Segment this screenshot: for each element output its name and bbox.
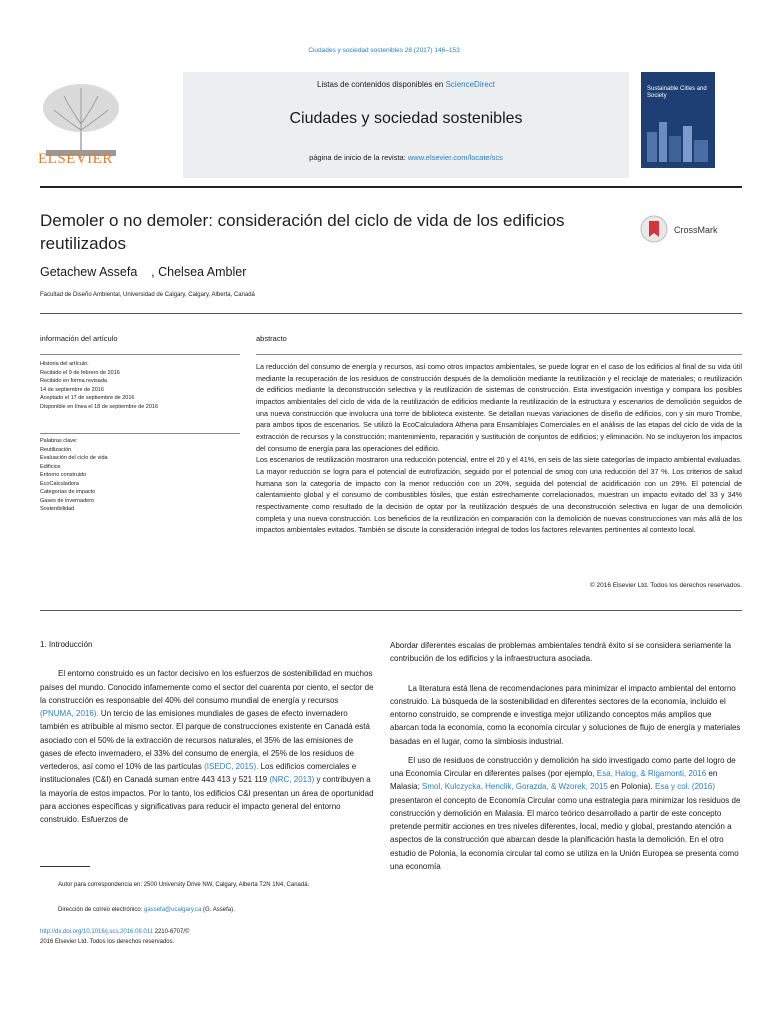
text-run: El uso de residuos de construcción y demolición ha sido investigado como parte del logro de una Economía Circular en diferentes países (por ejemplo, <box>390 755 736 779</box>
keyword: Reutilización <box>40 446 72 453</box>
journal-name: Ciudades y sociedad sostenibles <box>289 110 523 127</box>
keywords-list <box>40 437 240 514</box>
reference-link[interactable]: (NRC, 2013) <box>269 775 315 785</box>
homepage-prefix: página de inicio de la revista: <box>309 153 408 162</box>
author-affiliation: Facultad de Diseño Ambiental, Universidad de Calgary, Calgary, Alberta, Canadá <box>40 292 255 298</box>
history-item: Disponible en línea el 18 de septiembre de 2016 <box>40 403 159 410</box>
abstract-copyright: © 2016 Elsevier Ltd. Todos los derechos reservados. <box>589 582 742 589</box>
journal-cover-thumbnail[interactable] <box>641 72 715 168</box>
email-suffix: (G. Assefa). <box>201 907 235 913</box>
crossmark-badge[interactable] <box>640 215 740 245</box>
text-run: Los edificios comerciales e institucionales (C&I) en Canadá suman entre 443 413 y 521 119 <box>40 762 357 785</box>
article-title: Demoler o no demoler: consideración del ciclo de vida de los edificios reutilizados <box>40 211 565 253</box>
email-note <box>58 907 378 913</box>
abstract-body <box>256 361 742 536</box>
publisher-wordmark: ELSEVIER <box>38 151 113 167</box>
journal-citation[interactable]: Ciudades y sociedad sostenibles 28 (2017) 146–153 <box>308 47 460 54</box>
body-paragraph: Abordar diferentes escalas de problemas ambientales tendrá éxito si se considera seriamente la contribución de los edificios y la infraestructura asociada. <box>390 641 732 664</box>
contents-line <box>183 80 629 89</box>
keyword: Evaluación del ciclo de vida <box>40 455 108 462</box>
body-right-column <box>390 639 742 873</box>
text-run: en Polonia). <box>607 782 656 792</box>
abstract-paragraph: Los escenarios de reutilización mostraron una reducción potencial, entre el 20 y el 41%, en seis de las siete categorías de impacto ambiental evaluadas. La mayor reducción se logra para el potencial de eutrofización, seguido por el potencial de smog con una reducción del 37 %. Los criterios de salud humana son la categoría de impacto con la menor reducción con un 20%, seguida del potencial de acidificación con un 29%. El potencial de calentamiento global y el consumo de combustibles fósiles, que están estrechamente correlacionados, muestran un impacto evitado del 33 y 34% respectivamente como resultado de la decisión de optar por la reutilización después de una deconstrucción selectiva en lugar de una demolición completa y una nueva construcción. Los beneficios de la reutilización en comparación con la demolición de nuevas construcciones van más allá de los impactos ambientales evitados. También se discute la consideración integral de todos los factores relevantes pertinentes al contexto local. <box>256 455 742 535</box>
doi-line <box>40 929 380 935</box>
history-item: Recibido en forma revisada <box>40 378 107 385</box>
section-heading: 1. Introducción <box>40 640 93 649</box>
article-info-heading: información del artículo <box>40 334 118 343</box>
header-rule <box>40 186 742 188</box>
article-history <box>40 360 240 411</box>
sciencedirect-link[interactable]: ScienceDirect <box>445 80 495 89</box>
abstract-paragraph: La reducción del consumo de energía y recursos, así como otros impactos ambientales, se puede lograr en el caso de los edificios al final de su vida útil mediante la recuperación de los residuos de construcción después de la demolición mediante la reutilización y el reciclaje de materiales; o reutilización de edificios mediante la deconstrucción selectiva y la reutilización de sistemas de construcción. Esta investigación investiga y compara los posibles impactos ambientales del ciclo de vida de la reutilización de edificios mediante la reutilización de la estructura y escenarios de demolición seguidos de una nueva construcción que involucra una torre de biblioteca existente. Se detallan nuevas variaciones de diseño de edificios, con y sin muro Trombe, para ambos tipos de escenarios. Se utilizó la EcoCalculadora Athena para Ensamblajes Comerciales en el análisis de las etapas del ciclo de vida de la extracción de recursos y la construcción; mantenimiento, reparación y sustitución de conjuntos de edificios; y eliminación. No se incluyeron los impactos del consumo de energía para las operaciones del edificio. <box>256 362 742 453</box>
history-item: Aceptado el 17 de septiembre de 2016 <box>40 395 135 402</box>
cover-title: Sustainable Cities and Society <box>647 86 707 99</box>
history-label: Historia del artículo: <box>40 361 89 367</box>
keyword: Sostenibilidad <box>40 506 75 513</box>
text-run: y contribuyen a la mayoría de estos impactos. Por lo tanto, los edificios C&I presentan un área de oportunidad para acciones específicas y significativas para reducir el impacto general del entorno construido. Esfuerzos de <box>40 775 374 825</box>
homepage-link[interactable]: www.elsevier.com/locate/scs <box>407 153 503 162</box>
reference-link[interactable]: Esa y col. (2016) <box>655 782 716 792</box>
info-rule <box>40 354 240 355</box>
cover-city-image <box>647 112 709 162</box>
article-authors: Getachew Assefa , Chelsea Ambler <box>40 265 247 279</box>
abstract-bottom-rule <box>40 610 742 611</box>
crossmark-label: CrossMark <box>674 225 718 235</box>
reference-link[interactable]: Esa, Halog, & Rigamonti, 2016 <box>596 769 707 779</box>
homepage-line <box>183 153 629 162</box>
doi-link[interactable]: http://dx.doi.org/10.1016/j.scs.2016.09.011 <box>40 929 153 935</box>
keywords-label: Palabras clave: <box>40 438 78 444</box>
keyword: Edificios <box>40 463 61 470</box>
email-link[interactable]: gassefa@ucalgary.ca <box>144 907 202 913</box>
text-run: El entorno construido es un factor decisivo en los esfuerzos de sostenibilidad en muchos países del mundo. Conocido infamemente como el sector del cuarenta por ciento, el sector de la construcción es responsable del 40% del consumo mundial de energía y recursos <box>40 669 374 705</box>
body-left-column <box>40 638 374 826</box>
email-label: Dirección de correo electrónico: <box>58 907 145 913</box>
footer-rights: 2016 Elsevier Ltd. Todos los derechos reservados. <box>40 939 175 945</box>
reference-link[interactable]: (ISEDC, 2015). <box>204 762 259 772</box>
history-item: Recibido el 9 de febrero de 2016 <box>40 369 120 376</box>
text-run: Un tercio de las emisiones mundiales de gases de efecto invernadero también es atribuible al mismo sector. El parque de construcciones existente en Canadá está asociado con el 50% de la extracción de recursos naturales, el 35% de las emisiones de gases de efecto invernadero, el 33% del consumo de energía, el 25% de los residuos de vertederos, así como el 10% de las partículas <box>40 709 370 772</box>
keywords-rule <box>40 433 240 434</box>
crossmark-icon <box>640 215 668 243</box>
history-item: 14 de septiembre de 2016 <box>40 386 104 393</box>
contents-prefix: Listas de contenidos disponibles en <box>317 80 446 89</box>
abstract-rule <box>256 354 742 355</box>
authors-rule <box>40 313 742 314</box>
keyword: Gases de invernadero <box>40 497 95 504</box>
reference-link[interactable]: Smol, Kulczycka, Henclik, Gorazda, & Wzorek, 2015 <box>422 782 608 792</box>
text-run: presentaron el concepto de Economía Circular como una estrategia para minimizar los residuos de construcción y demolición en Malasia. El marco teórico desarrollado a partir de este concepto pretende permitir acciones en tres niveles diferentes, local, medio y global, prestando atención a aspectos de la construcción que abarcan desde la planificación hasta la demolición. En el otro estudio de Polonia, la economía circular tal como se utiliza en la Unión Europea se presenta como una economía <box>390 795 741 871</box>
footnote-rule <box>40 866 90 867</box>
abstract-heading: abstracto <box>256 334 287 343</box>
keyword: Entorno construido <box>40 472 87 479</box>
correspondence-note: Autor para correspondencia en: 2500 University Drive NW, Calgary, Alberta T2N 1N4, Canadá. <box>58 882 310 888</box>
body-paragraph <box>390 754 742 873</box>
intro-paragraph <box>40 667 374 826</box>
issn: 2210-6707/© <box>152 929 190 935</box>
text-run: en Malasia; <box>390 769 718 792</box>
keyword: Categorías de impacto <box>40 489 96 496</box>
body-paragraph: La literatura está llena de recomendaciones para minimizar el impacto ambiental del entorno construido. La búsqueda de la sostenibilidad en diferentes sectores de la economía, incluido el entorno construido, se comprende e investiga mejor utilizando conceptos más amplios que abarcan toda la economía, como la economía circular y soluciones de flujo de energía y materiales basadas en el lugar, como la simbiosis industrial. <box>390 683 741 746</box>
reference-link[interactable]: (PNUMA, 2016). <box>40 709 99 719</box>
keyword: EcoCalculadora <box>40 480 79 487</box>
